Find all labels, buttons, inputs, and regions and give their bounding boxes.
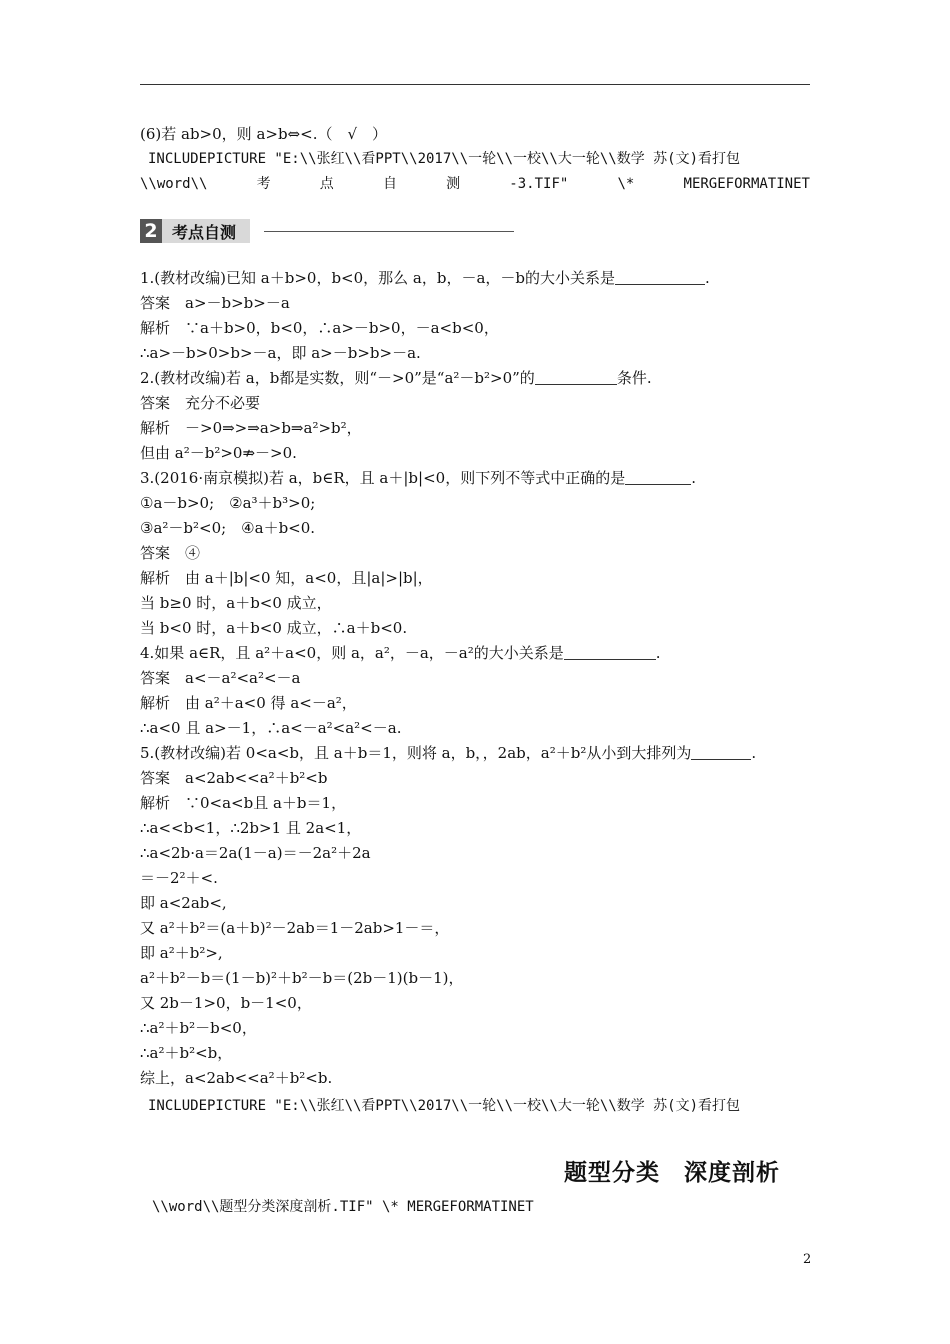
question-3-options-b: ③a²－b²<0; ④a＋b<0. [140, 519, 316, 537]
question-5-step: 又 2b－1>0，b－1<0， [140, 994, 312, 1012]
section-heading [140, 218, 514, 244]
include-field-2-line1: INCLUDEPICTURE "E:\\张红\\看PPT\\2017\\一轮\\一校\\大一轮\\数学 苏(文)看打包 [148, 1098, 741, 1114]
question-end: . [691, 469, 696, 487]
question-4-answer: 答案 a<－a²<a²<－a [140, 669, 301, 687]
question-2-conclusion: 但由 a²－b²>0⇏－>0. [140, 444, 297, 462]
question-5-step: 又 a²＋b²＝(a＋b)²－2ab＝1－2ab>1－＝， [140, 919, 450, 937]
question-end: . [705, 269, 710, 287]
include-part: \* [617, 176, 635, 192]
question-1-answer: 答案 a>－b>b>－a [140, 294, 290, 312]
question-text: 4.如果 a∈R，且 a²＋a<0，则 a，a²，－a，－a²的大小关系是 [140, 644, 564, 662]
question-5-step: ∴a<2b·a＝2a(1－a)＝－2a²＋2a [140, 844, 371, 862]
answer-blank [535, 369, 617, 385]
question-5-step: 即 a<2ab<, [140, 894, 227, 912]
include-field-line2 [140, 174, 810, 194]
header-rule [140, 84, 810, 85]
question-end: . [751, 744, 757, 762]
question-5-step: 解析 ∵0<a<b且 a＋b＝1， [140, 794, 347, 812]
question-2-stem [140, 368, 652, 388]
question-5-stem [140, 743, 756, 763]
include-part: 测 [446, 176, 461, 192]
question-2-answer: 答案 充分不必要 [140, 394, 261, 412]
question-3-options-a: ①a－b>0; ②a³＋b³>0; [140, 494, 316, 512]
answer-blank [691, 744, 751, 760]
question-5-step: ∴a<<b<1，∴2b>1 且 2a<1， [140, 819, 362, 837]
include-part: 考 [256, 176, 271, 192]
question-5-step: ∴a²＋b²<b， [140, 1044, 233, 1062]
include-field-line1: INCLUDEPICTURE "E:\\张红\\看PPT\\2017\\一轮\\一校\\大一轮\\数学 苏(文)看打包 [148, 151, 741, 167]
question-4-analysis: 解析 由 a²＋a<0 得 a<－a²， [140, 694, 357, 712]
question-5-step: ∴a²＋b²－b<0， [140, 1019, 257, 1037]
question-text: 2.(教材改编)若 a，b都是实数，则“－>0”是“a²－b²>0”的 [140, 369, 535, 387]
question-4-conclusion: ∴a<0 且 a>－1，∴a<－a²<a²<－a. [140, 719, 402, 737]
answer-blank [625, 469, 691, 485]
question-3-case-1: 当 b≥0 时，a＋b<0 成立， [140, 594, 332, 612]
question-text: 1.(教材改编)已知 a＋b>0，b<0，那么 a，b，－a，－b的大小关系是 [140, 269, 616, 287]
answer-blank [564, 644, 656, 660]
include-part: \\word\\ [140, 176, 208, 192]
question-text: 3.(2016·南京模拟)若 a，b∈R，且 a＋|b|<0，则下列不等式中正确的是 [140, 469, 626, 487]
question-1-stem [140, 268, 710, 288]
question-2-analysis: 解析 －>0⇒>⇒a>b⇒a²>b²， [140, 419, 362, 437]
question-3-analysis: 解析 由 a＋|b|<0 知，a<0，且|a|>|b|， [140, 569, 433, 587]
answer-blank [615, 269, 705, 285]
include-part: -3.TIF" [509, 176, 569, 192]
question-text: 5.(教材改编)若 0<a<b，且 a＋b＝1，则将 a，b，，2ab，a²＋b²从小到大排列为 [140, 744, 692, 762]
question-end: 条件. [616, 369, 652, 387]
include-part: MERGEFORMATINET [683, 176, 810, 192]
question-5-step: 即 a²＋b²>, [140, 944, 223, 962]
question-5-answer: 答案 a<2ab<<a²＋b²<b [140, 769, 328, 787]
page-number: 2 [803, 1252, 812, 1267]
section-rule [264, 231, 514, 232]
include-part: 点 [319, 176, 334, 192]
question-1-conclusion: ∴a>－b>0>b>－a，即 a>－b>b>－a. [140, 344, 421, 362]
question-3-case-2: 当 b<0 时，a＋b<0 成立，∴a＋b<0. [140, 619, 408, 637]
include-part: 自 [382, 176, 397, 192]
question-4-stem [140, 643, 661, 663]
question-3-stem [140, 468, 696, 488]
item-6: (6)若 ab>0，则 a>b⇔<.（ √ ） [140, 125, 388, 143]
include-field-2-line2: \\word\\题型分类深度剖析.TIF" \* MERGEFORMATINET [152, 1199, 534, 1215]
question-5-step: ＝－2²＋<. [140, 869, 218, 887]
question-3-answer: 答案 ④ [140, 544, 201, 562]
section-big-heading: 题型分类 深度剖析 [564, 1160, 780, 1186]
question-end: . [655, 644, 661, 662]
question-1-analysis: 解析 ∵a＋b>0，b<0，∴a>－b>0，－a<b<0， [140, 319, 499, 337]
question-5-step: a²＋b²－b＝(1－b)²＋b²－b＝(2b－1)(b－1)， [140, 969, 464, 987]
section-number-badge: 2 [140, 219, 162, 243]
section-title: 考点自测 [162, 219, 250, 243]
question-5-step: 综上，a<2ab<<a²＋b²<b. [140, 1069, 333, 1087]
